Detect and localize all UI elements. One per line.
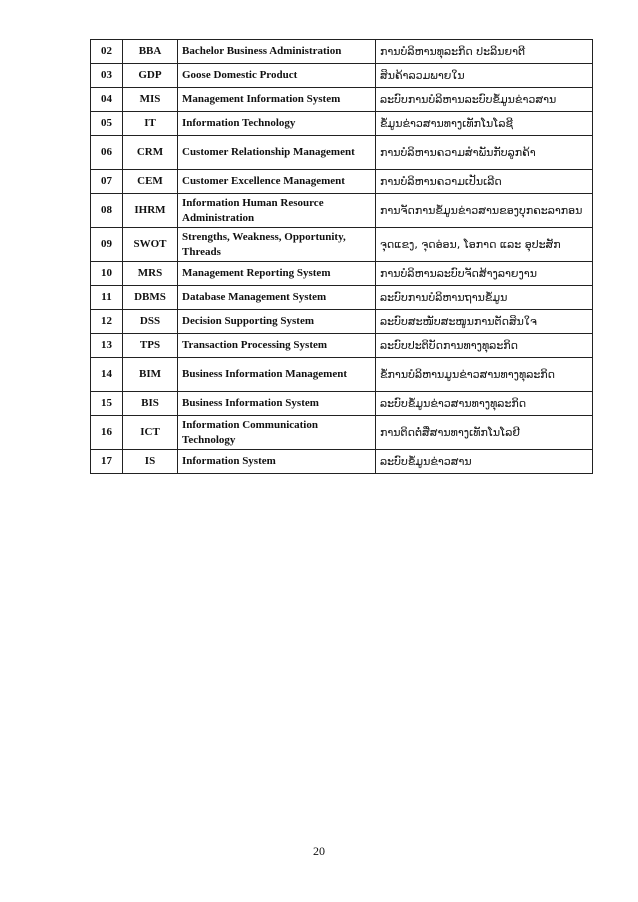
table-row bbox=[91, 194, 593, 228]
english-term: Information Technology bbox=[178, 112, 376, 136]
row-number: 12 bbox=[91, 310, 123, 334]
row-number: 07 bbox=[91, 170, 123, 194]
english-term: Strengths, Weakness, Opportunity, Threads bbox=[178, 228, 376, 262]
row-number: 09 bbox=[91, 228, 123, 262]
lao-term: ລະບົບການບໍລິຫານລະບົບຂໍ້ມູນຂ່າວສານ bbox=[376, 88, 593, 112]
row-number: 10 bbox=[91, 262, 123, 286]
table-row bbox=[91, 286, 593, 310]
lao-term: ການບໍລິຫານຄວາມສໍາພັນກັບລູກຄ້າ bbox=[376, 136, 593, 170]
abbreviation: BIM bbox=[123, 358, 178, 392]
row-number: 08 bbox=[91, 194, 123, 228]
abbreviation: IT bbox=[123, 112, 178, 136]
lao-term: ການຈັດການຂໍ້ມູນຂ່າວສານຂອງບຸກຄະລາກອນ bbox=[376, 194, 593, 228]
row-number: 05 bbox=[91, 112, 123, 136]
row-number: 14 bbox=[91, 358, 123, 392]
english-term: Transaction Processing System bbox=[178, 334, 376, 358]
abbreviation: DSS bbox=[123, 310, 178, 334]
abbreviation: BIS bbox=[123, 392, 178, 416]
row-number: 17 bbox=[91, 450, 123, 474]
english-term: Information System bbox=[178, 450, 376, 474]
table-row bbox=[91, 228, 593, 262]
english-term: Business Information Management bbox=[178, 358, 376, 392]
lao-term: ລະບົບສະໜັບສະໜູນການຕັດສິນໃຈ bbox=[376, 310, 593, 334]
lao-term: ລະບົບຂໍ້ມູນຂ່າວສານ bbox=[376, 450, 593, 474]
table-row bbox=[91, 262, 593, 286]
abbreviation-table bbox=[90, 39, 593, 474]
abbreviation: CEM bbox=[123, 170, 178, 194]
english-term: Business Information System bbox=[178, 392, 376, 416]
row-number: 04 bbox=[91, 88, 123, 112]
english-term: Goose Domestic Product bbox=[178, 64, 376, 88]
table-row bbox=[91, 64, 593, 88]
lao-term: ລະບົບການບໍລິຫານຖານຂໍ້ມູນ bbox=[376, 286, 593, 310]
table-row bbox=[91, 40, 593, 64]
english-term: Management Reporting System bbox=[178, 262, 376, 286]
lao-term: ການບໍລິຫານຄວາມເປັນເລີດ bbox=[376, 170, 593, 194]
row-number: 02 bbox=[91, 40, 123, 64]
table-row bbox=[91, 136, 593, 170]
lao-term: ຈຸດແຂງ, ຈຸດອ່ອນ, ໂອກາດ ແລະ ອຸປະສັກ bbox=[376, 228, 593, 262]
lao-term: ການບໍລິຫານລະບົບຈັດສ້າງລາຍງານ bbox=[376, 262, 593, 286]
abbreviation: TPS bbox=[123, 334, 178, 358]
abbreviation: SWOT bbox=[123, 228, 178, 262]
row-number: 13 bbox=[91, 334, 123, 358]
abbreviation: CRM bbox=[123, 136, 178, 170]
abbreviation: GDP bbox=[123, 64, 178, 88]
table-row bbox=[91, 112, 593, 136]
abbreviation: IHRM bbox=[123, 194, 178, 228]
table-row bbox=[91, 392, 593, 416]
row-number: 15 bbox=[91, 392, 123, 416]
english-term: Customer Excellence Management bbox=[178, 170, 376, 194]
abbreviation: ICT bbox=[123, 416, 178, 450]
table-row bbox=[91, 450, 593, 474]
lao-term: ຂໍ້ການບໍລິຫານມູນຂ່າວສານທາງທຸລະກິດ bbox=[376, 358, 593, 392]
abbreviation: BBA bbox=[123, 40, 178, 64]
lao-term: ຂໍ້ມູນຂ່າວສານທາງເທັກໂນໂລຊີ bbox=[376, 112, 593, 136]
abbreviation: DBMS bbox=[123, 286, 178, 310]
lao-term: ສິນຄ້າລວມພາຍໃນ bbox=[376, 64, 593, 88]
table-row bbox=[91, 334, 593, 358]
row-number: 11 bbox=[91, 286, 123, 310]
abbreviation-table-body bbox=[91, 40, 593, 474]
row-number: 03 bbox=[91, 64, 123, 88]
lao-term: ລະບົບປະຕິບັດການທາງທຸລະກິດ bbox=[376, 334, 593, 358]
lao-term: ລະບົບຂໍ້ມູນຂ່າວສານທາງທຸລະກິດ bbox=[376, 392, 593, 416]
english-term: Decision Supporting System bbox=[178, 310, 376, 334]
table-row bbox=[91, 358, 593, 392]
english-term: Customer Relationship Management bbox=[178, 136, 376, 170]
english-term: Database Management System bbox=[178, 286, 376, 310]
lao-term: ການຕິດຕໍ່ສື່ສານທາງເທັກໂນໂລຢີ bbox=[376, 416, 593, 450]
table-row bbox=[91, 88, 593, 112]
table-row bbox=[91, 170, 593, 194]
abbreviation: MRS bbox=[123, 262, 178, 286]
english-term: Information Communication Technology bbox=[178, 416, 376, 450]
abbreviation: IS bbox=[123, 450, 178, 474]
lao-term: ການບໍລິຫານທຸລະກິດ ປະລິນຍາຕີ bbox=[376, 40, 593, 64]
table-row bbox=[91, 310, 593, 334]
abbreviation: MIS bbox=[123, 88, 178, 112]
row-number: 16 bbox=[91, 416, 123, 450]
english-term: Bachelor Business Administration bbox=[178, 40, 376, 64]
page-number: 20 bbox=[313, 844, 325, 858]
english-term: Management Information System bbox=[178, 88, 376, 112]
row-number: 06 bbox=[91, 136, 123, 170]
table-row bbox=[91, 416, 593, 450]
english-term: Information Human Resource Administration bbox=[178, 194, 376, 228]
